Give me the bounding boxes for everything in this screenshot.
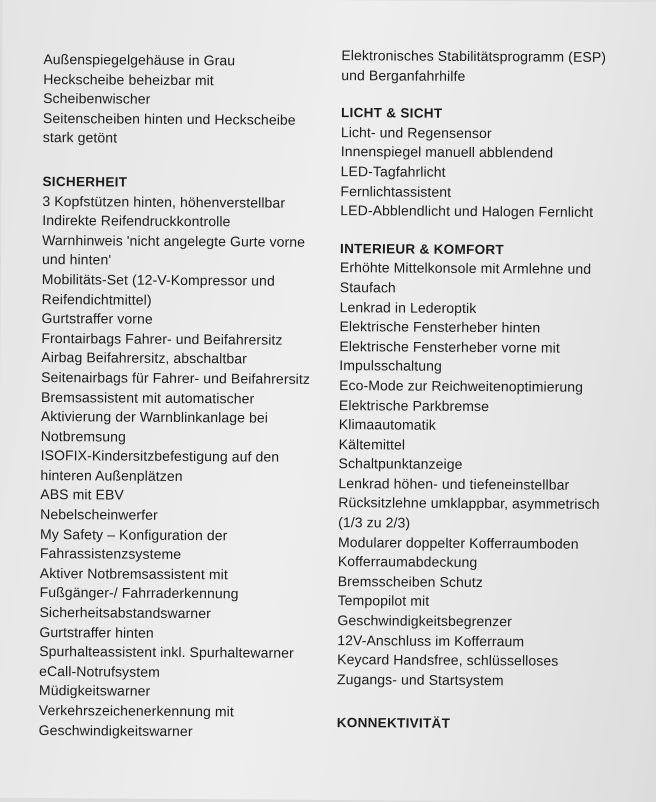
- section-heading-sicherheit: SICHERHEIT: [42, 173, 128, 190]
- list-item: Geschwindigkeitswarner: [38, 721, 193, 739]
- list-item: 3 Kopfstützen hinten, höhenverstellbar: [42, 192, 286, 211]
- list-item: Licht- und Regensensor: [340, 123, 492, 141]
- list-item: Verkehrszeichenerkennung mit: [38, 701, 234, 720]
- list-item: Außenspiegelgehäuse in Grau: [43, 51, 236, 69]
- licht-sicht-list: [340, 123, 641, 223]
- list-item: Elektrische Fensterheber hinten: [339, 318, 541, 336]
- list-item: stark getönt: [42, 129, 118, 146]
- list-item: Notbremsung: [40, 427, 126, 445]
- list-item: Indirekte Reifendruckkontrolle: [42, 212, 231, 230]
- list-item: Airbag Beifahrersitz, abschaltbar: [41, 349, 247, 367]
- interieur-komfort-list: [337, 258, 640, 691]
- section-heading-interieur-komfort: INTERIEUR & KOMFORT: [340, 240, 505, 257]
- list-item: Aktiver Notbremsassistent mit: [39, 564, 228, 583]
- list-item: Fußgänger-/ Fahrraderkennung: [39, 584, 239, 602]
- list-item: Keycard Handsfree, schlüsselloses: [337, 651, 559, 669]
- list-item: hinteren Außenplätzen: [40, 466, 183, 484]
- list-item: Rücksitzlehne umklappbar, asymmetrisch: [338, 494, 600, 513]
- list-item: Staufach: [339, 279, 396, 296]
- list-item: ISOFIX-Kindersitzbefestigung auf den: [40, 447, 280, 465]
- list-item: Tempopilot mit: [337, 592, 430, 610]
- list-item: Sicherheitsabstandswarner: [39, 604, 211, 622]
- exterior-continued-list: [43, 50, 339, 150]
- list-item: Seitenairbags für Fahrer- und Beifahrersitz: [41, 368, 311, 387]
- list-item: Elektronisches Stabilitätsprogramm (ESP): [341, 47, 607, 65]
- sicherheit-list: [39, 192, 338, 743]
- list-item: Frontairbags Fahrer- und Beifahrersitz: [41, 329, 283, 348]
- list-item: 12V-Anschluss im Kofferraum: [337, 631, 525, 650]
- list-item: Elektrische Parkbremse: [338, 396, 490, 414]
- section-heading-konnektivitaet: KONNEKTIVITÄT: [336, 715, 451, 732]
- list-item: Warnhinweis 'nicht angelegte Gurte vorne: [42, 231, 306, 250]
- list-item: Kofferraumabdeckung: [337, 553, 478, 571]
- list-item: Elektrische Fensterheber vorne mit: [339, 337, 560, 356]
- list-item: Spurhalteassistent inkl. Spurhaltewarner: [39, 643, 294, 661]
- list-item: Fahrassistenzsysteme: [39, 545, 182, 563]
- list-item: Heckscheibe beheizbar mit: [43, 70, 214, 88]
- list-item: Bremsscheiben Schutz: [337, 572, 483, 590]
- list-item: Bremsassistent mit automatischer: [40, 388, 255, 406]
- section-heading-licht-sicht: LICHT & SICHT: [340, 105, 443, 121]
- list-item: Erhöhte Mittelkonsole mit Armlehne und: [339, 259, 592, 278]
- list-item: Seitenscheiben hinten und Heckscheibe: [42, 109, 296, 128]
- list-item: Schaltpunktanzeige: [338, 455, 463, 473]
- list-item: Nebelscheinwerfer: [40, 506, 158, 523]
- list-item: Klimaautomatik: [338, 416, 436, 433]
- list-item: und Berganfahrhilfe: [341, 66, 466, 84]
- list-item: (1/3 zu 2/3): [338, 514, 411, 531]
- list-item: ABS mit EBV: [40, 486, 124, 504]
- list-item: Reifendichtmittel): [41, 290, 152, 308]
- list-item: Modularer doppelter Kofferraumboden: [337, 533, 579, 552]
- list-item: Mobilitäts-Set (12-V-Kompressor und: [41, 270, 275, 289]
- list-item: Gurtstraffer vorne: [41, 310, 153, 327]
- dynamics-continued-list: [341, 46, 641, 87]
- list-item: Fernlichtassistent: [340, 182, 452, 200]
- list-item: Geschwindigkeitsbegrenzer: [337, 612, 512, 630]
- list-item: Müdigkeitswarner: [38, 682, 151, 700]
- list-item: Innenspiegel manuell abblendend: [340, 143, 554, 161]
- list-item: eCall-Notrufsystem: [39, 662, 160, 680]
- list-item: Lenkrad höhen- und tiefeneinstellbar: [338, 474, 570, 493]
- list-item: Aktivierung der Warnblinkanlage bei: [40, 408, 269, 426]
- right-column: [337, 46, 642, 735]
- list-item: Kältemittel: [338, 435, 406, 453]
- list-item: Lenkrad in Lederoptik: [339, 298, 477, 316]
- list-item: und hinten': [41, 251, 112, 268]
- list-item: Gurtstraffer hinten: [39, 623, 154, 641]
- list-item: LED-Abblendlicht und Halogen Fernlicht: [340, 202, 594, 221]
- list-item: Scheibenwischer: [43, 90, 151, 107]
- list-item: LED-Tagfahrlicht: [340, 163, 446, 180]
- list-item: Eco-Mode zur Reichweitenoptimierung: [339, 376, 584, 395]
- list-item: Zugangs- und Startsystem: [336, 670, 504, 689]
- list-item: Impulsschaltung: [339, 357, 442, 375]
- left-column: [39, 50, 339, 742]
- list-item: My Safety – Konfiguration der: [40, 525, 228, 543]
